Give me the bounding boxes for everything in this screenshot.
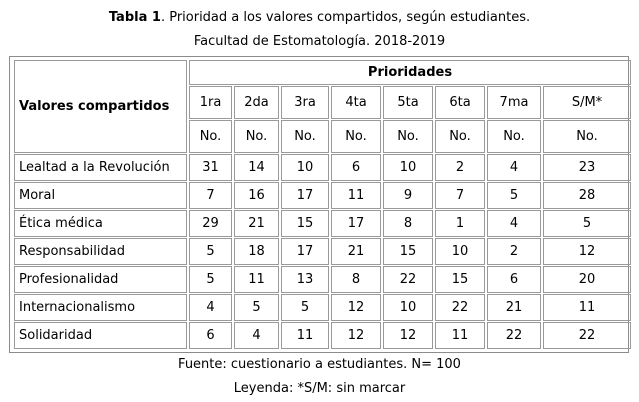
value-cell: 29 [189,210,232,237]
table-row [14,238,631,265]
unit-header-cell: No. [281,120,329,153]
table-row [14,154,631,181]
row-label-cell: Ética médica [14,210,187,237]
value-cell: 6 [487,266,541,293]
priority-column-header: 4ta [331,86,381,119]
value-cell: 17 [281,182,329,209]
value-cell: 21 [234,210,279,237]
table-row [14,210,631,237]
value-cell: 4 [234,322,279,349]
row-label-cell: Profesionalidad [14,266,187,293]
unit-header-cell: No. [383,120,433,153]
legend-note: Leyenda: *S/M: sin marcar [233,381,406,396]
value-cell: 5 [281,294,329,321]
value-cell: 18 [234,238,279,265]
priorities-table [12,59,633,350]
value-cell: 16 [234,182,279,209]
value-cell: 8 [383,210,433,237]
value-cell: 22 [543,322,631,349]
value-cell: 7 [189,182,232,209]
priority-column-header: 3ra [281,86,329,119]
value-cell: 10 [281,154,329,181]
table-row [14,294,631,321]
value-cell: 10 [435,238,485,265]
table-subtitle: Facultad de Estomatología. 2018-2019 [193,34,446,49]
unit-header-cell: No. [189,120,232,153]
unit-header-cell: No. [234,120,279,153]
table-row [14,322,631,349]
priority-column-header: 1ra [189,86,232,119]
value-cell: 22 [487,322,541,349]
value-cell: 22 [435,294,485,321]
value-cell: 13 [281,266,329,293]
value-cell: 22 [383,266,433,293]
table-caption [0,9,639,27]
value-cell: 12 [383,322,433,349]
row-label-cell: Responsabilidad [14,238,187,265]
value-cell: 4 [189,294,232,321]
value-cell: 12 [543,238,631,265]
value-cell: 11 [543,294,631,321]
value-cell: 11 [234,266,279,293]
value-cell: 15 [435,266,485,293]
priorities-group-header: Prioridades [189,60,631,85]
value-cell: 23 [543,154,631,181]
value-cell: 5 [189,238,232,265]
row-label-cell: Moral [14,182,187,209]
value-cell: 2 [487,238,541,265]
value-cell: 12 [331,294,381,321]
value-cell: 1 [435,210,485,237]
value-cell: 6 [331,154,381,181]
priority-column-header: 7ma [487,86,541,119]
unit-header-cell: No. [435,120,485,153]
value-cell: 14 [234,154,279,181]
value-cell: 15 [281,210,329,237]
table-row [14,266,631,293]
value-cell: 11 [281,322,329,349]
priority-column-header: S/M* [543,86,631,119]
value-cell: 5 [487,182,541,209]
value-cell: 2 [435,154,485,181]
value-cell: 10 [383,154,433,181]
value-cell: 5 [189,266,232,293]
value-cell: 5 [543,210,631,237]
priority-column-header: 5ta [383,86,433,119]
row-label-cell: Internacionalismo [14,294,187,321]
row-label-cell: Lealtad a la Revolución [14,154,187,181]
value-cell: 11 [435,322,485,349]
table-caption-text: . Prioridad a los valores compartidos, según estudiantes. [160,10,531,25]
value-cell: 28 [543,182,631,209]
unit-header-cell: No. [331,120,381,153]
value-cell: 6 [189,322,232,349]
source-note: Fuente: cuestionario a estudiantes. N= 100 [178,357,461,372]
value-cell: 11 [331,182,381,209]
value-cell: 12 [331,322,381,349]
value-cell: 8 [331,266,381,293]
table-caption-label: Tabla 1 [108,10,161,25]
value-cell: 31 [189,154,232,181]
value-cell: 21 [487,294,541,321]
value-cell: 9 [383,182,433,209]
value-cell: 4 [487,210,541,237]
value-cell: 7 [435,182,485,209]
value-cell: 4 [487,154,541,181]
value-cell: 5 [234,294,279,321]
value-cell: 17 [281,238,329,265]
priority-column-header: 2da [234,86,279,119]
value-cell: 15 [383,238,433,265]
value-cell: 17 [331,210,381,237]
value-cell: 21 [331,238,381,265]
unit-header-cell: No. [487,120,541,153]
row-header-cell: Valores compartidos [14,60,187,153]
unit-header-cell: No. [543,120,631,153]
value-cell: 10 [383,294,433,321]
row-label-cell: Solidaridad [14,322,187,349]
priority-column-header: 6ta [435,86,485,119]
table-row [14,182,631,209]
value-cell: 20 [543,266,631,293]
